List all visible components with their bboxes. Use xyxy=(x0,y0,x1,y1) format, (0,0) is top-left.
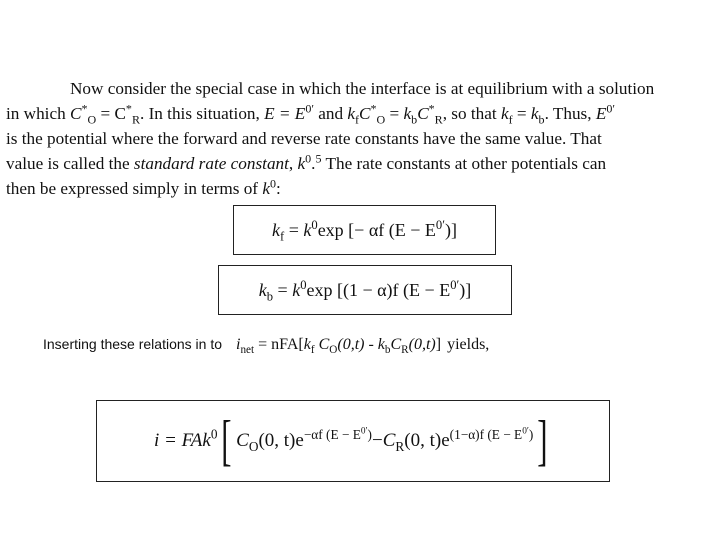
sup: * xyxy=(125,101,132,116)
text: . Thus, xyxy=(544,104,596,123)
open-bracket: [ xyxy=(221,410,232,472)
sup: 0 xyxy=(269,176,276,191)
sub: b xyxy=(384,344,391,357)
equation-current xyxy=(96,400,610,482)
var: (0,t) xyxy=(337,336,365,353)
text: : xyxy=(275,179,281,198)
var: k xyxy=(292,279,301,300)
var: i xyxy=(236,336,241,353)
sub: b xyxy=(266,289,274,304)
sub: R xyxy=(401,344,409,357)
text: , so that xyxy=(442,104,501,123)
text: )] xyxy=(459,279,472,300)
equation-kb-content xyxy=(258,277,472,304)
text: = nFA[ xyxy=(254,336,304,353)
var: k xyxy=(500,104,509,123)
sub: b xyxy=(411,112,418,127)
term-oxidized xyxy=(236,426,372,454)
text: - xyxy=(364,336,378,353)
text: . In this situation, xyxy=(139,104,265,123)
var: i = FAk xyxy=(154,430,211,451)
sub: R xyxy=(434,112,443,127)
sub: O xyxy=(329,344,338,357)
var: C xyxy=(417,104,429,123)
var: k xyxy=(297,154,306,173)
equation-kf-content xyxy=(272,217,457,244)
sup: 0 xyxy=(210,426,218,442)
emphasis: standard rate constant xyxy=(133,154,289,173)
paragraph-line-2 xyxy=(6,101,718,126)
sub: O xyxy=(376,112,386,127)
inline-sentence xyxy=(43,336,489,362)
sub: R xyxy=(131,112,140,127)
text: (0, t)e xyxy=(404,430,450,451)
var: E = E xyxy=(264,104,306,123)
text: The rate constants at other potentials can xyxy=(321,154,607,173)
var: C xyxy=(314,336,330,353)
sup: 0′ xyxy=(450,277,460,292)
text: in which xyxy=(6,104,70,123)
var: k xyxy=(262,179,270,198)
var: C xyxy=(69,104,82,123)
sub: O xyxy=(87,112,97,127)
text: = xyxy=(284,219,304,240)
sub: b xyxy=(538,112,545,127)
var: k xyxy=(258,279,267,300)
var: k xyxy=(303,336,311,353)
text: = xyxy=(512,104,531,123)
text: = C xyxy=(96,104,126,123)
sup: 0′ xyxy=(360,426,368,437)
paragraph-line-1: Now consider the special case in which the interface is at equilibrium with a solution xyxy=(70,79,655,98)
text: ) xyxy=(528,426,534,442)
sup: 0 xyxy=(305,151,312,166)
term-reduced xyxy=(382,426,534,454)
text: −αf (E − E xyxy=(303,426,361,442)
sup: 0 xyxy=(300,277,307,292)
sub: f xyxy=(355,112,360,127)
equation-current-content xyxy=(154,410,552,472)
footnote-ref: 5 xyxy=(315,151,322,166)
sub: f xyxy=(310,344,315,357)
sup xyxy=(450,427,534,442)
sup: 0′ xyxy=(522,426,529,437)
sup: 0′ xyxy=(606,101,615,116)
inline-lead: Inserting these relations in to xyxy=(43,336,222,352)
sup xyxy=(304,427,372,442)
close-bracket: ] xyxy=(537,410,548,472)
equation-kf xyxy=(233,205,496,255)
text: = xyxy=(385,104,404,123)
var: C xyxy=(359,104,371,123)
inline-tail: yields, xyxy=(447,336,490,353)
sup: 0 xyxy=(311,217,318,232)
paragraph-line-3: is the potential where the forward and reverse rate constants have the same value. That xyxy=(6,129,602,148)
text: exp [− αf (E − E xyxy=(317,219,436,240)
sub: net xyxy=(240,344,255,357)
sup: * xyxy=(428,101,435,116)
equation-kb xyxy=(218,265,512,315)
paragraph-line-5 xyxy=(6,176,718,201)
text: and xyxy=(313,104,348,123)
var: C xyxy=(382,430,396,451)
sub: R xyxy=(395,438,405,454)
var: E xyxy=(595,104,607,123)
text: exp [(1 − α)f (E − E xyxy=(306,279,451,300)
paragraph xyxy=(6,76,718,201)
text: (1−α)f (E − E xyxy=(449,426,523,442)
var: C xyxy=(236,430,249,451)
sub: O xyxy=(248,438,259,454)
paragraph-line-4 xyxy=(6,151,718,176)
sub: f xyxy=(280,229,285,244)
text: ] xyxy=(435,336,442,353)
var: k xyxy=(272,219,281,240)
text: = xyxy=(273,279,293,300)
var: k xyxy=(303,219,312,240)
text: )] xyxy=(444,219,457,240)
sup: 0′ xyxy=(435,217,445,232)
var: k xyxy=(347,104,356,123)
var: (0,t) xyxy=(408,336,436,353)
sup: * xyxy=(81,101,88,116)
sup: 0′ xyxy=(305,101,314,116)
equation-current-lhs xyxy=(154,426,218,452)
text: − xyxy=(371,430,383,451)
var: k xyxy=(530,104,539,123)
var: C xyxy=(390,336,402,353)
var: k xyxy=(377,336,385,353)
sub: f xyxy=(508,112,513,127)
sup: * xyxy=(370,101,377,116)
text: (0, t)e xyxy=(258,430,304,451)
text: . xyxy=(311,154,316,173)
text: then be expressed simply in terms of xyxy=(6,179,263,198)
text: ) xyxy=(367,426,372,442)
text: , xyxy=(288,154,298,173)
var: k xyxy=(403,104,412,123)
text: value is called the xyxy=(6,154,134,173)
inline-math xyxy=(236,336,442,357)
